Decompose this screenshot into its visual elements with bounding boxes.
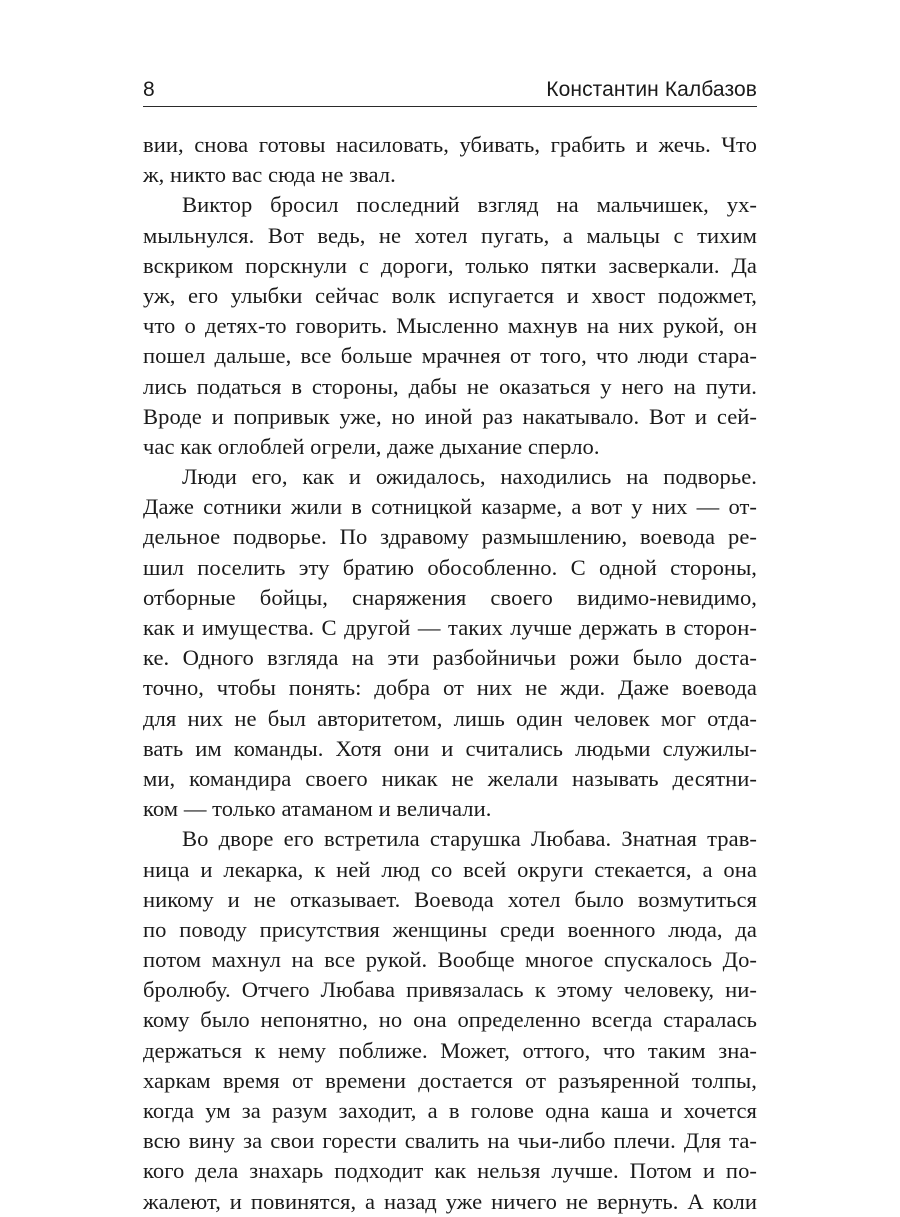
text-line: потом махнул на все рукой. Вообще многое спускалось До- xyxy=(143,947,757,973)
text-line: лись податься в стороны, дабы не оказаться у него на пути. xyxy=(143,373,757,399)
author-name: Константин Калбазов xyxy=(546,78,757,101)
text-line: бролюбу. Отчего Любава привязалась к этому человеку, ни- xyxy=(143,977,757,1003)
text-line: отборные бойцы, снаряжения своего видимо-невидимо, xyxy=(143,584,757,610)
text-line: вии, снова готовы насиловать, убивать, грабить и жечь. Что xyxy=(143,132,757,157)
text-line: ком — только атаманом и величали. xyxy=(143,796,492,822)
text-line: Виктор бросил последний взгляд на мальчишек, ух- xyxy=(182,192,757,218)
text-line: для них не был авторитетом, лишь один человек мог отда- xyxy=(143,705,757,731)
text-line: уж, его улыбки сейчас волк испугается и хвост подожмет, xyxy=(143,282,757,308)
text-line: Люди его, как и ожидалось, находились на подворье. xyxy=(182,464,757,490)
text-line: всю вину за свои горести свалить на чьи-либо плечи. Для та- xyxy=(143,1128,757,1154)
text-line: шил поселить эту братию обособленно. С одной стороны, xyxy=(143,554,757,580)
text-line: как и имущества. С другой — таких лучше держать в сторон- xyxy=(143,615,757,640)
text-line: ж, никто вас сюда не звал. xyxy=(143,162,396,188)
text-line: точно, чтобы понять: добра от них не жди. Даже воевода xyxy=(143,675,757,701)
text-line: ке. Одного взгляда на эти разбойничьи рожи было доста- xyxy=(143,645,757,671)
text-line: вать им команды. Хотя они и считались людьми служилы- xyxy=(143,735,757,761)
text-line: кого дела знахарь подходит как нельзя лучше. Потом и по- xyxy=(143,1158,757,1184)
text-line: никому и не отказывает. Воевода хотел было возмутиться xyxy=(143,886,757,912)
text-line: жалеют, и повинятся, а назад уже ничего не вернуть. А коли xyxy=(143,1188,757,1214)
text-line: когда ум за разум заходит, а в голове одна каша и хочется xyxy=(143,1098,757,1123)
text-body xyxy=(143,130,757,1217)
text-line: держаться к нему поближе. Может, оттого, что таким зна- xyxy=(143,1037,757,1063)
text-line: кому было непонятно, но она определенно всегда старалась xyxy=(143,1007,757,1033)
text-line: пошел дальше, все больше мрачнея от того, что люди стара- xyxy=(143,343,757,369)
text-line: харкам время от времени достается от разъяренной толпы, xyxy=(143,1067,757,1093)
text-line: Вроде и попривык уже, но иной раз накатывало. Вот и сей- xyxy=(143,403,757,429)
text-line: ми, командира своего никак не желали называть десятни- xyxy=(143,765,757,791)
text-line: что о детях-то говорить. Мысленно махнув на них рукой, он xyxy=(143,313,757,339)
page-number: 8 xyxy=(143,78,155,101)
text-line: Даже сотники жили в сотницкой казарме, а вот у них — от- xyxy=(143,494,757,520)
text-line: дельное подворье. По здравому размышлению, воевода ре- xyxy=(143,524,757,550)
text-line: Во дворе его встретила старушка Любава. Знатная трав- xyxy=(182,826,757,852)
header-rule xyxy=(143,106,757,107)
text-line: час как оглоблей огрели, даже дыхание сперло. xyxy=(143,433,600,459)
text-line: вскриком порскнули с дороги, только пятки засверкали. Да xyxy=(143,252,757,278)
running-head xyxy=(143,77,757,107)
text-line: по поводу присутствия женщины среди военного люда, да xyxy=(143,916,757,942)
text-line: мыльнулся. Вот ведь, не хотел пугать, а мальцы с тихим xyxy=(143,222,757,248)
text-line: ница и лекарка, к ней люд со всей округи стекается, а она xyxy=(143,856,757,882)
